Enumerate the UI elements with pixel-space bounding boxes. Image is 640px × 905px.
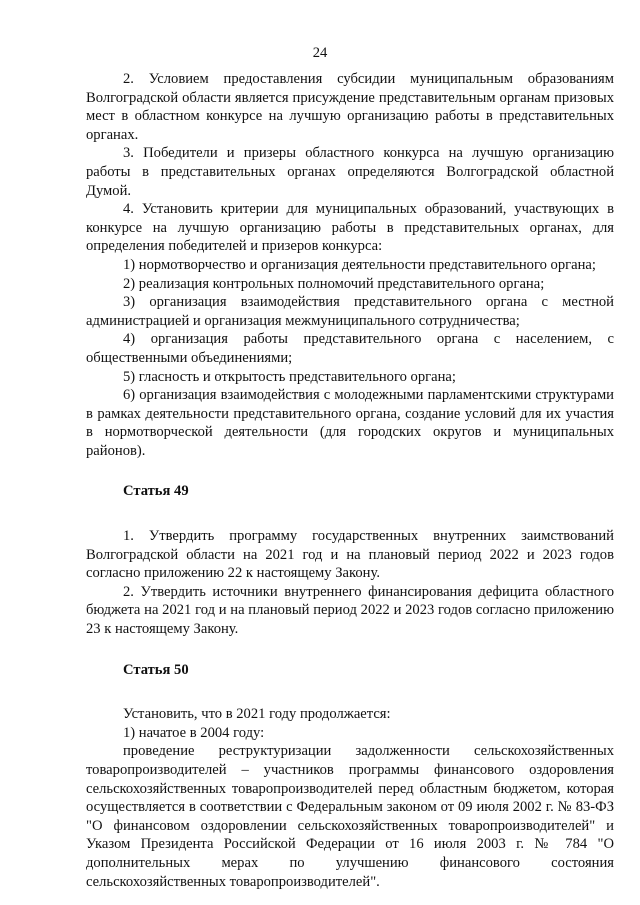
paragraph: Установить, что в 2021 году продолжается: [123,706,391,723]
paragraph: 2. Условием предоставления субсидии муниципальным образованиям Волгоградской области является присуждение представительным органам призовых мест в областном конкурсе на лучшую организацию работы в представительных органах. [86,71,614,143]
article-49-heading: Статья 49 [123,483,189,500]
criteria-item: 3) организация взаимодействия представительного органа с местной администрацией и организация межмуниципального сотрудничества; [86,294,614,329]
page-number: 24 [312,45,328,61]
paragraph: 3. Победители и призеры областного конкурса на лучшую организацию работы в представительных органах определяются Волгоградской областной Думой. [86,145,614,199]
paragraph: 1. Утвердить программу государственных внутренних заимствований Волгоградской области на 2021 год и на плановый период 2022 и 2023 годов согласно приложению 22 к настоящему Закону. [86,528,614,582]
criteria-item: 4) организация работы представительного органа с населением, с общественными объединениями; [86,331,614,366]
document-body [86,70,614,891]
criteria-item: 2) реализация контрольных полномочий представительного органа; [123,275,545,292]
paragraph: 1) начатое в 2004 году: [123,724,265,741]
criteria-item: 5) гласность и открытость представительного органа; [123,368,456,385]
criteria-item: 6) организация взаимодействия с молодежными парламентскими структурами в рамках деятельности представительного органа, создание условий для их участия в нормотворческой деятельности (для городских округов и муниципальных районов). [86,387,614,459]
paragraph: 2. Утвердить источники внутреннего финансирования дефицита областного бюджета на 2021 год и на плановый период 2022 и 2023 годов согласно приложению 23 к настоящему Закону. [86,583,614,638]
paragraph: проведение реструктуризации задолженности сельскохозяйственных товаропроизводителей – участников программы финансового оздоровления сельскохозяйственных товаропроизводителей перед областным бюджетом, которая осуществляется в соответствии с Федеральным законом от 09 июля 2002 г. № 83-ФЗ "О финансовом оздоровлении сельскохозяйственных товаропроизводителей" и Указом Президента Российской Федерации от 16 июля 2003 г. № 784 "О дополнительных мерах по улучшению финансового состояния сельскохозяйственных товаропроизводителей". [86,743,614,890]
criteria-item: 1) нормотворчество и организация деятельности представительного органа; [123,256,596,273]
article-50-heading: Статья 50 [123,661,189,678]
paragraph: 4. Установить критерии для муниципальных образований, участвующих в конкурсе на лучшую организацию работы в представительных органах, для определения победителей и призеров конкурса: [86,201,614,255]
